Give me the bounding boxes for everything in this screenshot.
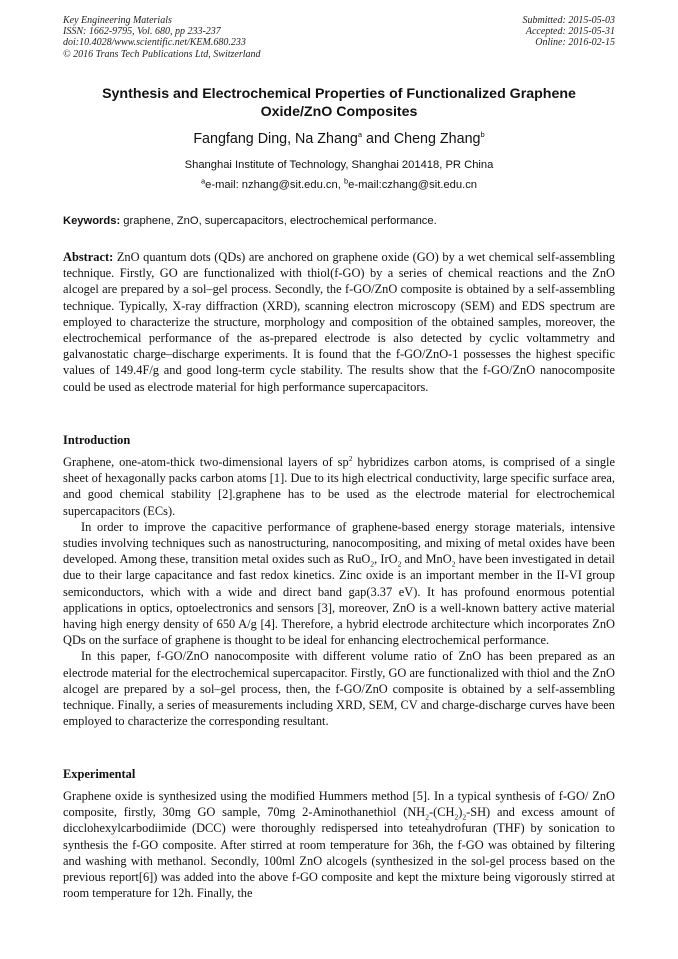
doi: doi:10.4028/www.scientific.net/KEM.680.233	[63, 37, 246, 49]
dates-header	[523, 15, 616, 49]
journal-name: Key Engineering Materials	[63, 15, 172, 26]
author-emails: $^a$e-mail: nzhang@sit.edu.cn, $^b$e-mail:czhang@sit.edu.cn	[200, 176, 478, 191]
experimental-body	[63, 788, 615, 901]
issn: ISSN: 1662-9795, Vol. 680, pp 233-237	[63, 26, 221, 38]
accepted-date: Accepted: 2015-05-31	[525, 26, 615, 38]
affiliation: Shanghai Institute of Technology, Shanghai 201418, PR China	[184, 159, 494, 171]
intro-paragraph-2: In order to improve the capacitive performance of graphene-based energy storage materials, intensive studies involving techniques such as nanostructuring, nanocompositing, and mixing of metal oxides have been developed. Among these, transition metal oxides such as RuO$_2$, IrO$_2$ and MnO$_2$ have been investigated in detail due to their large capacitance and fast redox kinetics. Zinc oxide is an important member in the II-VI group semiconductors, which with a wide and direct band gap(3.37 eV). It has profound enormous potential applications in optics, optoelectronics and sensors [3], moreover, ZnO is a well-known battery active material having high energy density of 650 A/g [4]. Therefore, a hybrid electrode architecture which incorporates ZnO QDs on the surface of graphene is thought to be ideal for enhancing electrochemical performance.	[63, 519, 615, 648]
author-list: Fangfang Ding, Na Zhang$^a$ and Cheng Zhang$^b$	[193, 130, 485, 147]
introduction-body	[63, 454, 615, 729]
submitted-date: Submitted: 2015-05-03	[522, 15, 615, 26]
experimental-paragraph-1: Graphene oxide is synthesized using the modified Hummers method [5]. In a typical synthesis of f-GO/ ZnO composite, firstly, 30mg GO sample, 70mg 2-Aminothanethiol $(NH_2-(CH_2)_2-SH)$ and excess amount of dicclohexylcarbodiimide (DCC) were thoroughly redispersed into teteahydrofuran (THF) by sonication to synthesis the f-GO composite. After stirred at room temperature for 36h, the f-GO was obtained by filtering and washing with methanol. Secondly, 100ml ZnO alcogels (synthesized in the sol-gel process based on the previous report[6]) was added into the above f-GO composite and kept the mixture being vigorously stirred at room temperature for 12h. Finally, the	[63, 789, 615, 901]
online-date: Online: 2016-02-15	[535, 37, 615, 49]
journal-header	[63, 15, 261, 60]
intro-paragraph-3: In this paper, f-GO/ZnO nanocomposite with different volume ratio of ZnO has been prepared as an electrode material for the electrochemical supercapacitor. Firstly, GO are functionalized with thiol and the ZnO alcogel are prepared by a sol–gel process, then, the f-GO/ZnO composite is obtained by a self-assembling technique. Finally, a series of measurements including XRD, SEM, CV and charge-discharge curves have been employed to characterize the corresponding resultant.	[63, 649, 615, 729]
intro-paragraph-1: Graphene, one-atom-thick two-dimensional layers of $sp^2$ hybridizes carbon atoms, is comprised of a single sheet of hexagonally packs carbon atoms [1]. Due to its high electrical conductivity, large specific surface area, and good chemical stability [2].graphene has to be used as the electrode material for electrochemical supercapacitors (ECs).	[63, 453, 615, 518]
keywords: Keywords: graphene, ZnO, supercapacitors, electrochemical performance.	[63, 215, 437, 227]
paper-title: Synthesis and Electrochemical Properties of Functionalized Graphene Oxide/ZnO Composites	[102, 86, 576, 120]
introduction-heading: Introduction	[63, 433, 131, 447]
copyright: © 2016 Trans Tech Publications Ltd, Switzerland	[63, 48, 261, 60]
abstract: Abstract: ZnO quantum dots (QDs) are anchored on graphene oxide (GO) by a wet chemical self-assembling technique. Firstly, GO are functionalized with thiol(f-GO) by a series of chemical reactions and the ZnO alcogel are prepared by a sol–gel process. Secondly, the f-GO/ZnO composite is obtained by a self-assembling technique. Typically, X-ray diffraction (XRD), scanning electron microscopy (SEM) and EDS spectrum are employed to characterize the structure, morphology and composition of the obtained samples, moreover, the electrochemical performance of the as-prepared electrode is also detected by cyclic voltammetry and galvanostatic charge–discharge experiments. It is found that the f-GO/ZnO-1 possesses the highest specific values of 149.4F/g and good long-term cycle stability. The results show that the f-GO/ZnO nanocomposite could be used as electrode material for high performance supercapacitors.	[63, 250, 615, 394]
experimental-heading: Experimental	[63, 767, 136, 781]
